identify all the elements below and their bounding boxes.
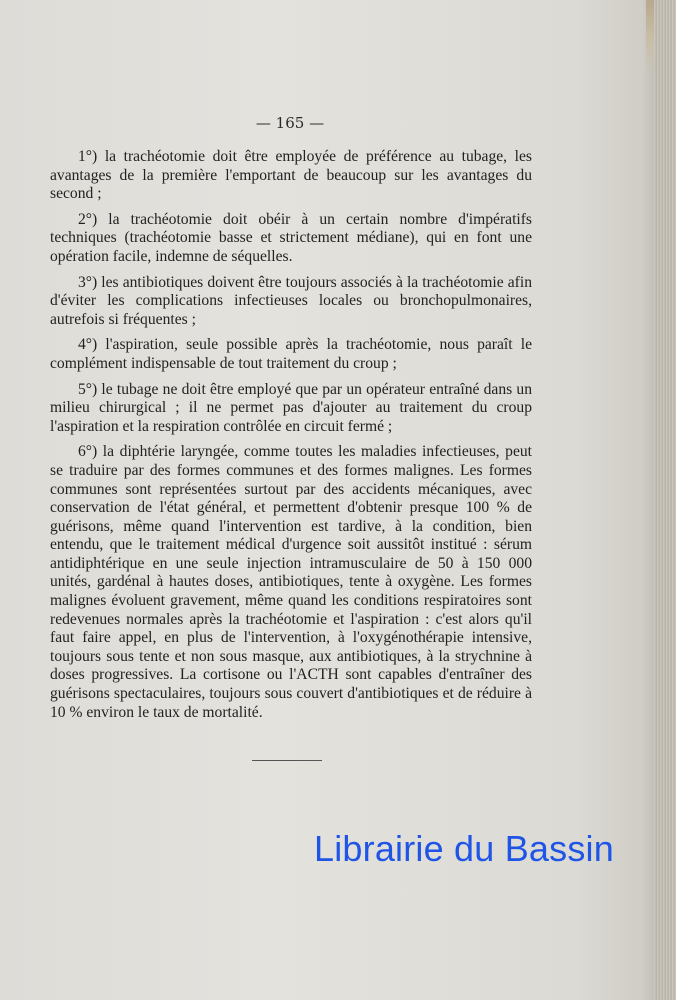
page-stack-edge [654,0,676,1000]
body-text [50,148,532,729]
paragraph-2: 2°) la trachéotomie doit obéir à un certain nombre d'impératifs techniques (trachéotomie basse et strictement médiane), qui en font une opération facile, indemne de séquelles. [50,210,532,265]
page-number: — 165 — [255,114,325,132]
paragraph-1: 1°) la trachéotomie doit être employée de préférence au tubage, les avantages de la première l'emportant de beaucoup sur les avantages du second ; [50,148,532,203]
section-divider [252,760,322,761]
paragraph-4: 4°) l'aspiration, seule possible après la trachéotomie, nous paraît le complément indispensable de tout traitement du croup ; [50,336,532,372]
paragraph-3: 3°) les antibiotiques doivent être toujours associés à la trachéotomie afin d'éviter les complications infectieuses locales ou bronchopulmonaires, autrefois si fréquentes ; [50,273,532,328]
watermark-text: Librairie du Bassin [314,828,614,869]
paragraph-5: 5°) le tubage ne doit être employé que par un opérateur entraîné dans un milieu chirurgical ; il ne permet pas d'ajouter au traitement du croup l'aspiration et la respiration contrôlée en circuit fermé ; [50,380,532,435]
paragraph-6: 6°) la diphtérie laryngée, comme toutes les maladies infectieuses, peut se traduire par des formes communes et des formes malignes. Les formes communes sont représentées surtout par des accidents mécaniques, avec conservation de l'état général, et permettent d'obtenir presque 100 % de guérisons, même quand l'intervention est tardive, à la condition, bien entendu, que le traitement médical d'urgence soit aussitôt institué : sérum antidiphtérique en une seule injection intramusculaire de 50 à 150 000 unités, gardénal à hautes doses, antibiotiques, tente à oxygène. Les formes malignes évoluent gravement, même quand les conditions respiratoires sont redevenues normales après la trachéotomie et l'aspiration : c'est alors qu'il faut faire appel, en plus de l'intervention, à l'oxygénothérapie intensive, toujours sous tente et non sous masque, aux antibiotiques, à la strychnine à doses progressives. La cortisone ou l'ACTH sont capables d'entraîner des guérisons spectaculaires, toujours sous couvert d'antibiotiques et de réduire à 10 % environ le taux de mortalité. [50,443,532,721]
